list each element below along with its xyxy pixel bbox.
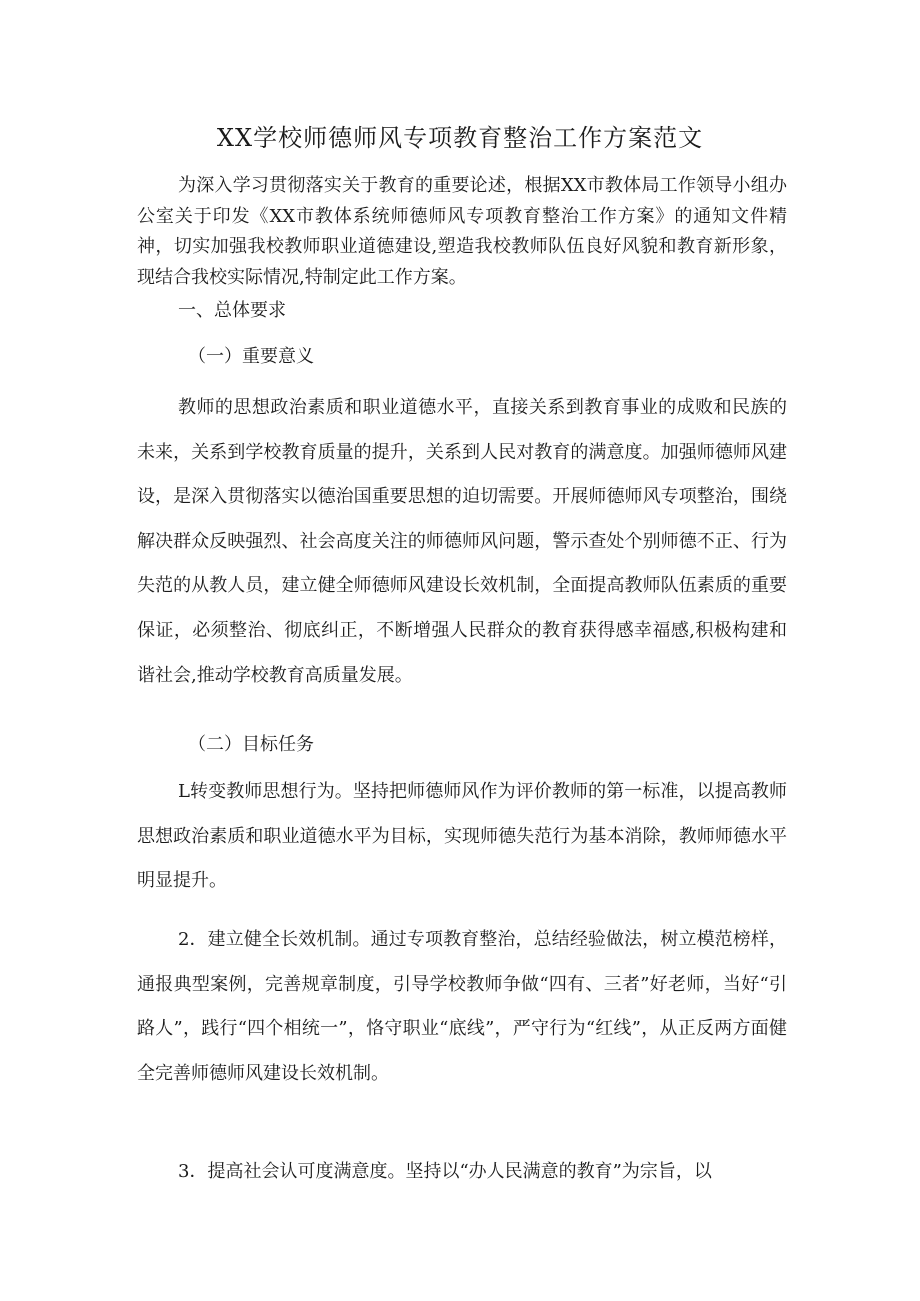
goal-item-1: L转变教师思想行为。坚持把师德师风作为评价教师的第一标准，以提高教师思想政治素质和职业道德水平为目标，实现师德失范行为基本消除，教师师德水平明显提升。 (137, 781, 787, 892)
intro-paragraph: 为深入学习贯彻落实关于教育的重要论述，根据XX市教体局工作领导小组办公室关于印发《XX市教体系统师德师风专项教育整治工作方案》的通知文件精神，切实加强我校教师职业道德建设,塑造我校教师队伍良好风貌和教育新形象，现结合我校实际情况,特制定此工作方案。 (137, 175, 787, 288)
section-heading-general-requirements: 一、总体要求 (178, 300, 286, 321)
subsection-heading-goals: （二）目标任务 (188, 734, 314, 755)
significance-paragraph: 教师的思想政治素质和职业道德水平，直接关系到教育事业的成败和民族的未来，关系到学校教育质量的提升，关系到人民对教育的满意度。加强师德师风建设，是深入贯彻落实以德治国重要思想的迫切需要。开展师德师风专项整治，围绕解决群众反映强烈、社会高度关注的师德师风问题，警示查处个别师德不正、行为失范的从教人员，建立健全师德师风建设长效机制，全面提高教师队伍素质的重要保证，必须整治、彻底纠正，不断增强人民群众的教育获得感幸福感,积极构建和谐社会,推动学校教育高质量发展。 (137, 397, 787, 686)
goal-item-2: 2．建立健全长效机制。通过专项教育整治，总结经验做法，树立模范榜样，通报典型案例，完善规章制度，引导学校教师争做“四有、三者”好老师，当好“引路人”，践行“四个相统一”，恪守职业“底线”，严守行为“红线”，从正反两方面健全完善师德师风建设长效机制。 (137, 929, 787, 1084)
subsection-heading-significance: （一）重要意义 (188, 346, 314, 367)
goal-item-3: 3．提高社会认可度满意度。坚持以“办人民满意的教育”为宗旨，以 (178, 1161, 712, 1182)
document-title: XX学校师德师风专项教育整治工作方案范文 (216, 124, 704, 152)
